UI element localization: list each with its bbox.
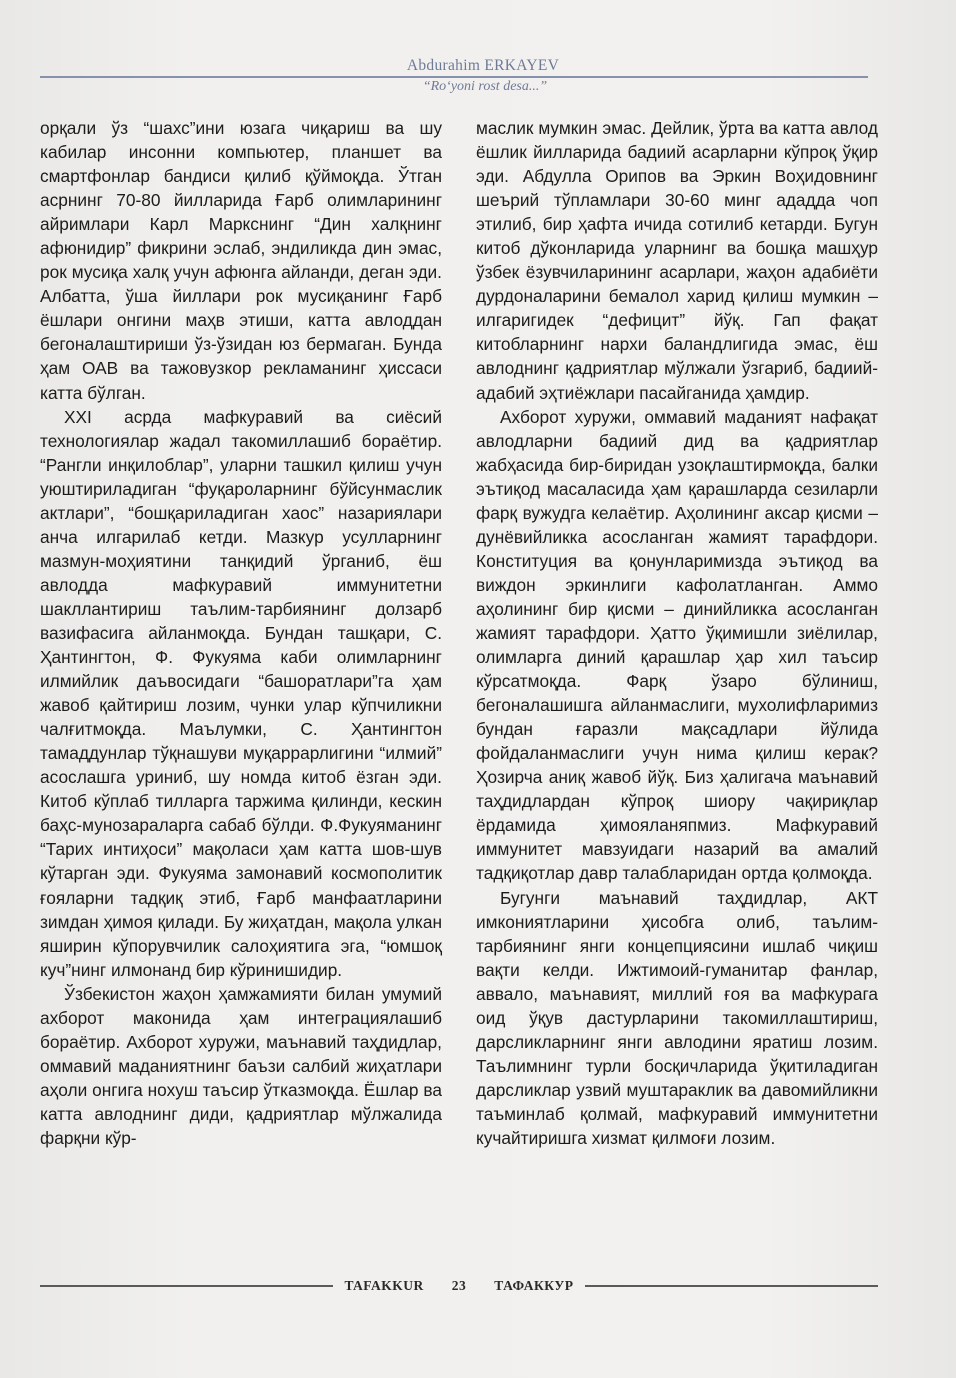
left-paragraph-3: Ўзбекистон жаҳон ҳамжамияти билан умумий ахборот маконида ҳам интеграциялашиб бораётир. Ахборот хуружи, маънавий таҳдидлар, оммавий маданиятнинг баъзи салбий жиҳатлари аҳоли онгига нохуш таъсир ўтказмоқда. Ёшлар ва катта авлоднинг диди, қадриятлар мўлжалида фарқни кўр- (40, 983, 442, 1148)
running-header (0, 56, 956, 75)
right-paragraph-2: Ахборот хуружи, оммавий маданият нафақат авлодларни бадиий дид ва қадриятлар жабҳасида бир-биридан узоқлаштирмоқда, балки эътиқод масаласида ҳам қарашларда сезиларли фарқ вужудга келаётир. Аҳолининг аксар қисми – дунёвийликка асосланган жамият тарафдори. Конституция ва қонунларимизда эътиқод ва виждон эркинлиги кафолатланган. Аммо аҳолининг бир қисми – динийликка асосланган жамият тарафдори. Ҳатто ўқимишли зиёлилар, олимларга диний қарашлар ҳар хил таъсир кўрсатмоқда. Фарқ ўзаро бўлиниш, бегоналашишга айланмаслиги, мухолифларимиз бундан ғаразли мақсадлари йўлида фойдаланмаслиги учун нима қилиш керак? Ҳозирча аниқ жавоб йўқ. Биз ҳалигача маънавий таҳдидлардан кўпроқ шиору чақириқлар ёрдамида ҳимояланяпмиз. Мафкуравий иммунитет мавзуидаги назарий ва амалий тадқиқотлар давр талабларидан ортда қолмоқда. (476, 406, 878, 884)
footer-rule-right (585, 1285, 878, 1287)
right-paragraph-3: Бугунги маънавий таҳдидлар, АКТ имкониятларини ҳисобга олиб, таълим-тарбиянинг янги концепциясини ишлаб чиқиш вақти келди. Ижтимоий-гуманитар фанлар, аввало, маънавият, миллий ғоя ва мафкурага оид ўқув дастурларини такомиллаштириш, дарсликларнинг янги авлодини яратиш лозим. Таълимнинг турли босқичларида ўқитиладиган дарсликлар узвий муштараклик ва давомийликни таъминлаб қолмай, мафкуравий иммунитетни кучайтиришга хизмат қилмоғи лозим. (476, 887, 878, 1148)
page-footer (40, 1275, 878, 1297)
text-columns (40, 116, 878, 1150)
footer-rule-left (40, 1285, 333, 1287)
header-book-title: “Ro‘yoni rost desa...” (422, 79, 548, 94)
left-column (40, 116, 442, 1150)
left-paragraph-1: орқали ўз “шахс”ини юзага чиқариш ва шу кабилар инсонни компьютер, планшет ва смартфонлар бандиси қилиб қўймоқда. Ўтган асрнинг 70-80 йилларида Ғарб олимларининг айримлари Карл Маркснинг “Дин халқнинг афюнидир” фикрини эслаб, эндиликда дин эмас, рок мусиқа халқ учун афюнга айланди, деган эди. Албатта, ўша йиллари рок мусиқанинг Ғарб ёшлари онгини маҳв этиши, катта авлоддан бегоналаштириши ўз-ўзидан юз бермаган. Бунда ҳам ОАВ ва тажовузкор рекламанинг ҳиссаси катта бўлган. (40, 118, 442, 403)
right-paragraph-1: маслик мумкин эмас. Дейлик, ўрта ва катта авлод ёшлик йилларида бадиий асарларни кўпроқ ўқир эди. Абдулла Орипов ва Эркин Воҳидовнинг шеърий тўпламлари 30-60 минг ададда чоп этилиб, бир ҳафта ичида сотилиб кетарди. Бугун китоб дўконларида уларнинг ва бошқа машҳур ўзбек ёзувчиларининг асарлари, жаҳон адабиёти дурдоналарини бемалол харид қилиш мумкин – илгаригидек “дефицит” йўқ. Гап фақат китобларнинг нархи баландлигида эмас, ёш авлоднинг қадриятлар мўлжали ўзгариб, бадиий-адабий эҳтиёжлари пасайганида ҳамдир. (476, 118, 878, 403)
header-rule (40, 76, 868, 78)
header-author: Abdurahim ERKAYEV (406, 57, 560, 74)
footer-journal-cyrillic: ТАФАККУР (494, 1278, 574, 1293)
footer-journal-latin: TAFAKKUR (344, 1278, 424, 1293)
right-column (476, 116, 878, 1150)
left-paragraph-2: XXI асрда мафкуравий ва сиёсий технологиялар жадал такомиллашиб бораётир. “Рангли инқилоблар”, уларни ташкил қилиш учун уюштириладиган “фуқароларнинг бўйсунмаслик актлари”, “бошқариладиган хаос” назариялари анча илгарилаб кетди. Мазкур усулларнинг мазмун-моҳиятини танқидий ўрганиб, ёш авлодда мафкуравий иммунитетни шакллантириш таълим-тарбиянинг долзарб вазифасига айланмоқда. Бундан ташқари, С. Ҳантингтон, Ф. Фукуяма каби олимларнинг илмийлик даъвосидаги “башоратлари”га ҳам жавоб қайтириш лозим, чунки улар кўпчиликни чалғитмоқда. Маълумки, С. Ҳантингтон тамаддунлар тўқнашуви муқаррарлигини “илмий” асослашга уриниб, шу номда китоб ёзган эди. Китоб кўплаб тилларга таржима қилинди, кескин баҳс-мунозараларга сабаб бўлди. Ф.Фукуяманинг “Тарих интиҳоси” мақоласи ҳам катта шов-шув кўтарган эди. Фукуяма замонавий космополитик ғояларни тадқиқ этиб, Ғарб манфаатларини зимдан ҳимоя қилади. Бу жиҳатдан, мақола улкан яширин кўпорувчилик салоҳиятига эга, “юмшоқ куч”нинг илмонанд бир кўринишидир. (40, 406, 442, 980)
page-number: 23 (451, 1278, 467, 1293)
